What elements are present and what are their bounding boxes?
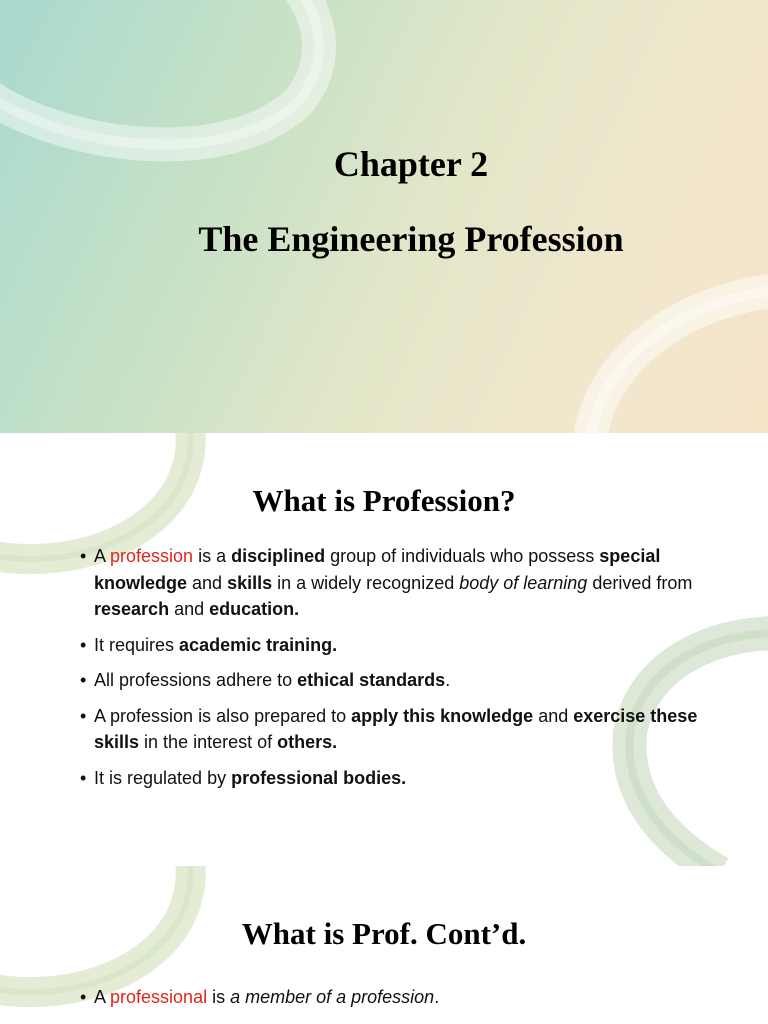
bold-term: special knowledge [94,546,661,593]
bold-term: professional bodies. [231,767,407,788]
italic-term: a member of a profession [230,987,435,1007]
bold-term: apply this knowledge [351,705,534,726]
text-run: It requires [94,634,180,655]
text-run: . [445,670,451,690]
text-run: in a widely recognized [272,572,460,593]
list-item [78,984,728,1011]
slide-heading: What is Profession? [252,483,516,518]
text-run: is a [193,546,232,566]
content-slide [0,866,768,1024]
text-run: A [94,987,111,1007]
bold-term: education. [209,599,300,619]
text-run: A profession is also prepared to [94,705,352,726]
title-slide [0,0,768,433]
list-item [78,667,728,694]
list-item [78,703,728,756]
slide-title: The Engineering Profession [198,219,624,259]
text-run: . [434,987,440,1007]
italic-term: body of learning [459,572,588,593]
bold-term: ethical standards [297,670,446,690]
text-run: derived from [587,572,693,593]
bullet-marker: • [80,546,87,566]
chapter-label: Chapter 2 [333,144,489,184]
bold-term: academic training. [179,634,338,655]
decorative-rings [0,0,768,433]
bullet-marker: • [80,634,87,655]
bold-term: others. [277,732,338,752]
bullet-marker: • [80,987,87,1007]
text-run: and [533,705,574,726]
list-item [78,765,728,792]
bold-term: research [94,599,170,619]
list-item [78,543,728,623]
text-run: A [94,546,111,566]
text-run: All professions adhere to [94,670,298,690]
text-run: group of individuals who possess [325,546,600,566]
text-run: It is regulated by [94,767,232,788]
bold-term: exercise these skills [94,705,698,752]
list-item [78,632,728,659]
text-run: and [187,572,228,593]
text-run: is [207,987,231,1007]
keyword-highlight: profession [110,546,194,566]
bold-term: disciplined [231,546,326,566]
bullet-list [78,543,728,800]
text-run: and [169,599,210,619]
keyword-highlight: professional [110,987,208,1007]
bullet-list [78,984,728,1020]
bullet-marker: • [80,705,87,726]
bullet-marker: • [80,670,87,690]
slide-heading: What is Prof. Cont’d. [241,916,527,951]
content-slide [0,433,768,866]
text-run: in the interest of [139,732,278,752]
bullet-marker: • [80,767,87,788]
bold-term: skills [227,572,273,593]
